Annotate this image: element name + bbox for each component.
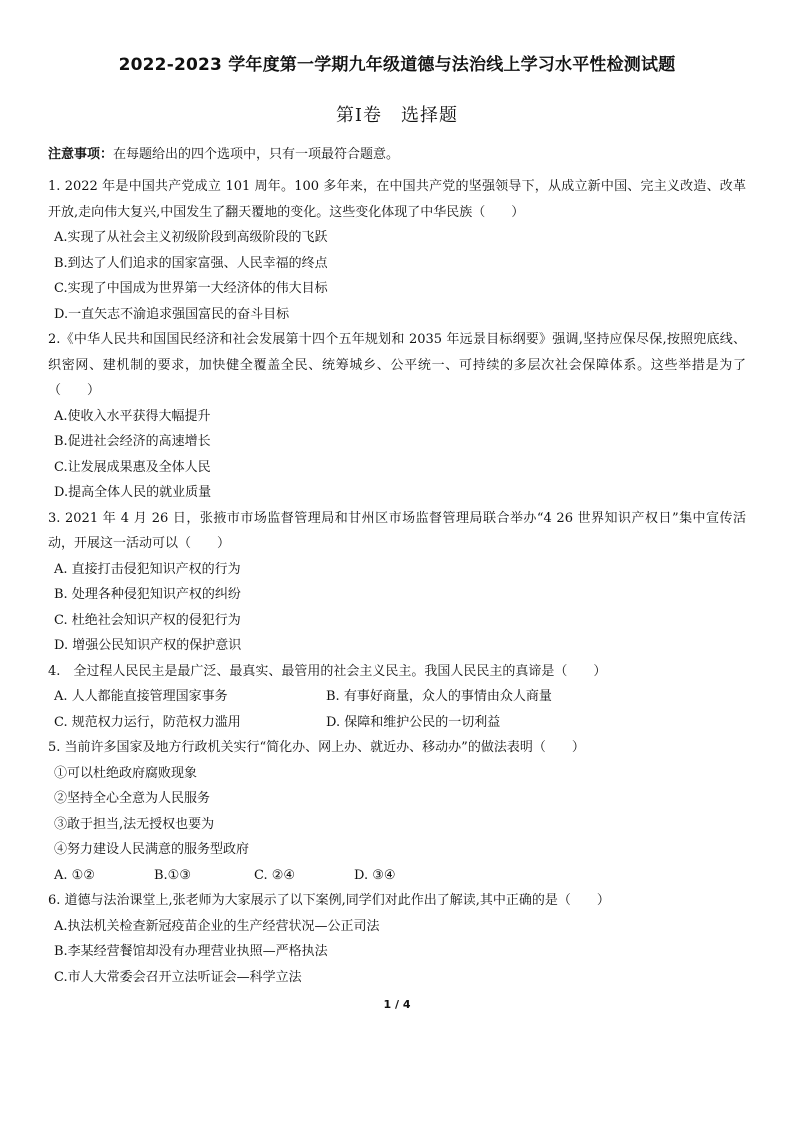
- option-a[interactable]: A.实现了从社会主义初级阶段到高级阶段的飞跃: [54, 230, 328, 245]
- option-c[interactable]: C.实现了中国成为世界第一大经济体的伟大目标: [54, 281, 328, 296]
- option-b[interactable]: B.①③: [154, 867, 191, 883]
- question-2: [48, 327, 746, 506]
- option-row: [48, 863, 746, 889]
- question-stem: 2.《中华人民共和国国民经济和社会发展第十四个五年规划和 2035 年远景目标纲要》强调,坚持应保尽保,按照兜底线、织密网、建机制的要求，加快健全覆盖全民、统筹城乡、公平统一、可持续的多层次社会保障体系。这些举措是为了（ ）: [48, 332, 746, 398]
- option-c[interactable]: C.让发展成果惠及全体人民: [54, 459, 211, 475]
- statement-1: ①可以杜绝政府腐败现象: [54, 765, 198, 781]
- page-number: 1 / 4: [383, 998, 411, 1011]
- section-title: 第Ⅰ卷 选择题: [335, 105, 459, 126]
- exam-title: 2022-2023 学年度第一学期九年级道德与法治线上学习水平性检测试题: [118, 55, 676, 75]
- option-d[interactable]: D.提高全体人民的就业质量: [54, 485, 212, 500]
- option-b[interactable]: B. 处理各种侵犯知识产权的纠纷: [54, 587, 241, 602]
- question-stem: 1. 2022 年是中国共产党成立 101 周年。100 多年来，在中国共产党的坚强领导下，从成立新中国、完主义改造、改革开放,走向伟大复兴,中国发生了翻天覆地的变化。这些变化体现了中华民族（ ）: [48, 179, 746, 220]
- question-list: [48, 174, 746, 990]
- question-4: [48, 659, 746, 736]
- option-d[interactable]: D. 保障和维护公民的一切利益: [326, 714, 501, 730]
- option-b[interactable]: B. 有事好商量，众人的事情由众人商量: [326, 689, 552, 704]
- option-b[interactable]: B.李某经营餐馆却没有办理营业执照—严格执法: [54, 944, 328, 959]
- option-a[interactable]: A.执法机关检查新冠疫苗企业的生产经营状况—公正司法: [54, 918, 380, 934]
- notice: [48, 143, 746, 162]
- option-d[interactable]: D.一直矢志不渝追求强国富民的奋斗目标: [54, 306, 290, 322]
- option-c[interactable]: C. 规范权力运行，防范权力滥用: [54, 714, 241, 730]
- notice-label: 注意事项：: [48, 147, 114, 162]
- question-5: [48, 735, 746, 888]
- option-c[interactable]: C. ②④: [254, 867, 296, 883]
- notice-text: 在每题给出的四个选项中，只有一项最符合题意。: [113, 147, 400, 162]
- statement-3: ③敢于担当,法无授权也要为: [54, 816, 215, 832]
- option-b[interactable]: B.促进社会经济的高速增长: [54, 434, 211, 449]
- option-d[interactable]: D. ③④: [354, 867, 396, 883]
- option-b[interactable]: B.到达了人们追求的国家富强、人民幸福的终点: [54, 255, 328, 271]
- question-stem: 6. 道德与法治课堂上,张老师为大家展示了以下案例,同学们对此作出了解读,其中正确的是（ ）: [48, 893, 610, 908]
- option-a[interactable]: A. ①②: [54, 867, 95, 883]
- question-3: [48, 506, 746, 659]
- statement-4: ④努力建设人民满意的服务型政府: [54, 842, 250, 857]
- option-a[interactable]: A. 直接打击侵犯知识产权的行为: [54, 561, 241, 577]
- option-a[interactable]: A. 人人都能直接管理国家事务: [54, 689, 228, 704]
- question-stem: 3. 2021 年 4 月 26 日，张掖市市场监督管理局和甘州区市场监督管理局联合举办“4 26 世界知识产权日”集中宣传活动，开展这一活动可以（ ）: [48, 510, 746, 551]
- option-grid: [48, 684, 746, 735]
- question-6: [48, 888, 746, 990]
- question-stem: 4. 全过程人民民主是最广泛、最真实、最管用的社会主义民主。我国人民民主的真谛是（ ）: [48, 663, 607, 679]
- question-stem: 5. 当前许多国家及地方行政机关实行“简化办、网上办、就近办、移动办”的做法表明（ ）: [48, 740, 585, 755]
- statement-2: ②坚持全心全意为人民服务: [54, 791, 211, 806]
- question-1: [48, 174, 746, 327]
- option-c[interactable]: C. 杜绝社会知识产权的侵犯行为: [54, 612, 241, 628]
- option-a[interactable]: A.使收入水平获得大幅提升: [54, 408, 211, 424]
- option-d[interactable]: D. 增强公民知识产权的保护意识: [54, 638, 242, 653]
- option-c[interactable]: C.市人大常委会召开立法听证会—科学立法: [54, 969, 302, 985]
